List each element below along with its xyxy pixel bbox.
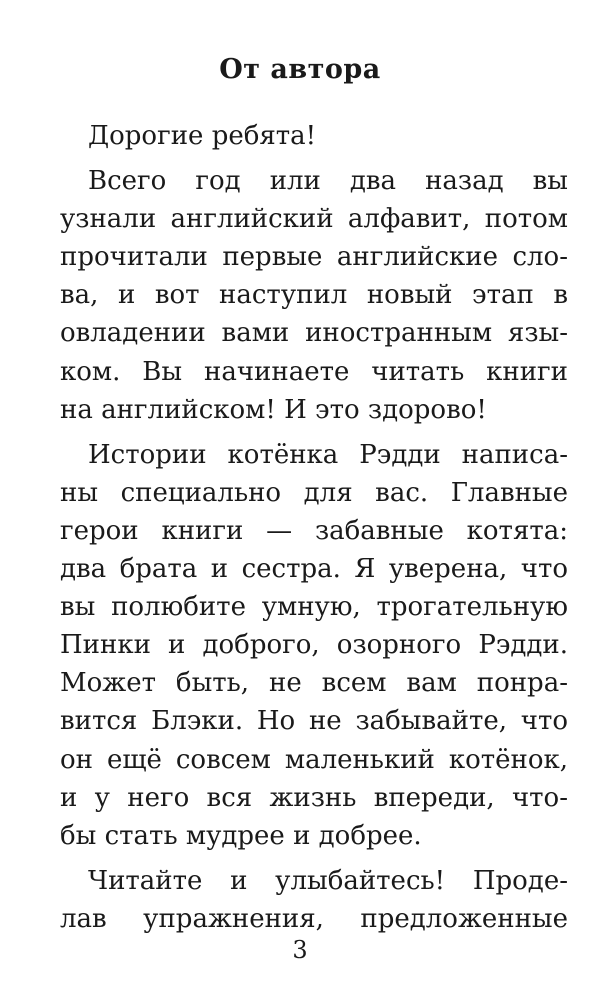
text-line: Истории котёнка Рэдди написа- xyxy=(88,439,568,470)
paragraph xyxy=(60,436,568,855)
page-title: От автора xyxy=(219,54,381,85)
text-line: овладении вами иностранным язы- xyxy=(60,318,568,349)
text-line: и у него вся жизнь впереди, что- xyxy=(60,782,568,813)
text-line: вы полюбите умную, трогательную xyxy=(60,592,568,623)
text-line: два брата и сестра. Я уверена, что xyxy=(60,554,568,585)
text-line: Всего год или два назад вы xyxy=(88,166,568,197)
text-line: ны специально для вас. Главные xyxy=(60,477,568,508)
text-line: ва, и вот наступил новый этап в xyxy=(60,280,568,311)
paragraph xyxy=(60,117,568,155)
text-line: Может быть, не всем вам понра- xyxy=(60,668,568,699)
text-line: Пинки и доброго, озорного Рэдди. xyxy=(60,630,568,661)
page-number: 3 xyxy=(292,936,308,964)
paragraph xyxy=(60,862,568,938)
text-line: лав упражнения, предложенные xyxy=(60,903,568,934)
body-text xyxy=(60,117,568,938)
text-line: Дорогие ребята! xyxy=(88,121,317,151)
paragraph xyxy=(60,162,568,429)
text-line: ком. Вы начинаете читать книги xyxy=(60,356,568,387)
text-line: он ещё совсем маленький котёнок, xyxy=(60,744,568,775)
text-line: вится Блэки. Но не забывайте, что xyxy=(60,706,568,737)
text-line: бы стать мудрее и добрее. xyxy=(60,820,422,851)
text-line: Читайте и улыбайтесь! Проде- xyxy=(88,865,568,896)
text-line: прочитали первые английские сло- xyxy=(60,242,568,273)
text-line: герои книги — забавные котята: xyxy=(60,515,568,546)
text-line: узнали английский алфавит, потом xyxy=(60,204,568,235)
text-line: на английском! И это здорово! xyxy=(60,394,487,425)
